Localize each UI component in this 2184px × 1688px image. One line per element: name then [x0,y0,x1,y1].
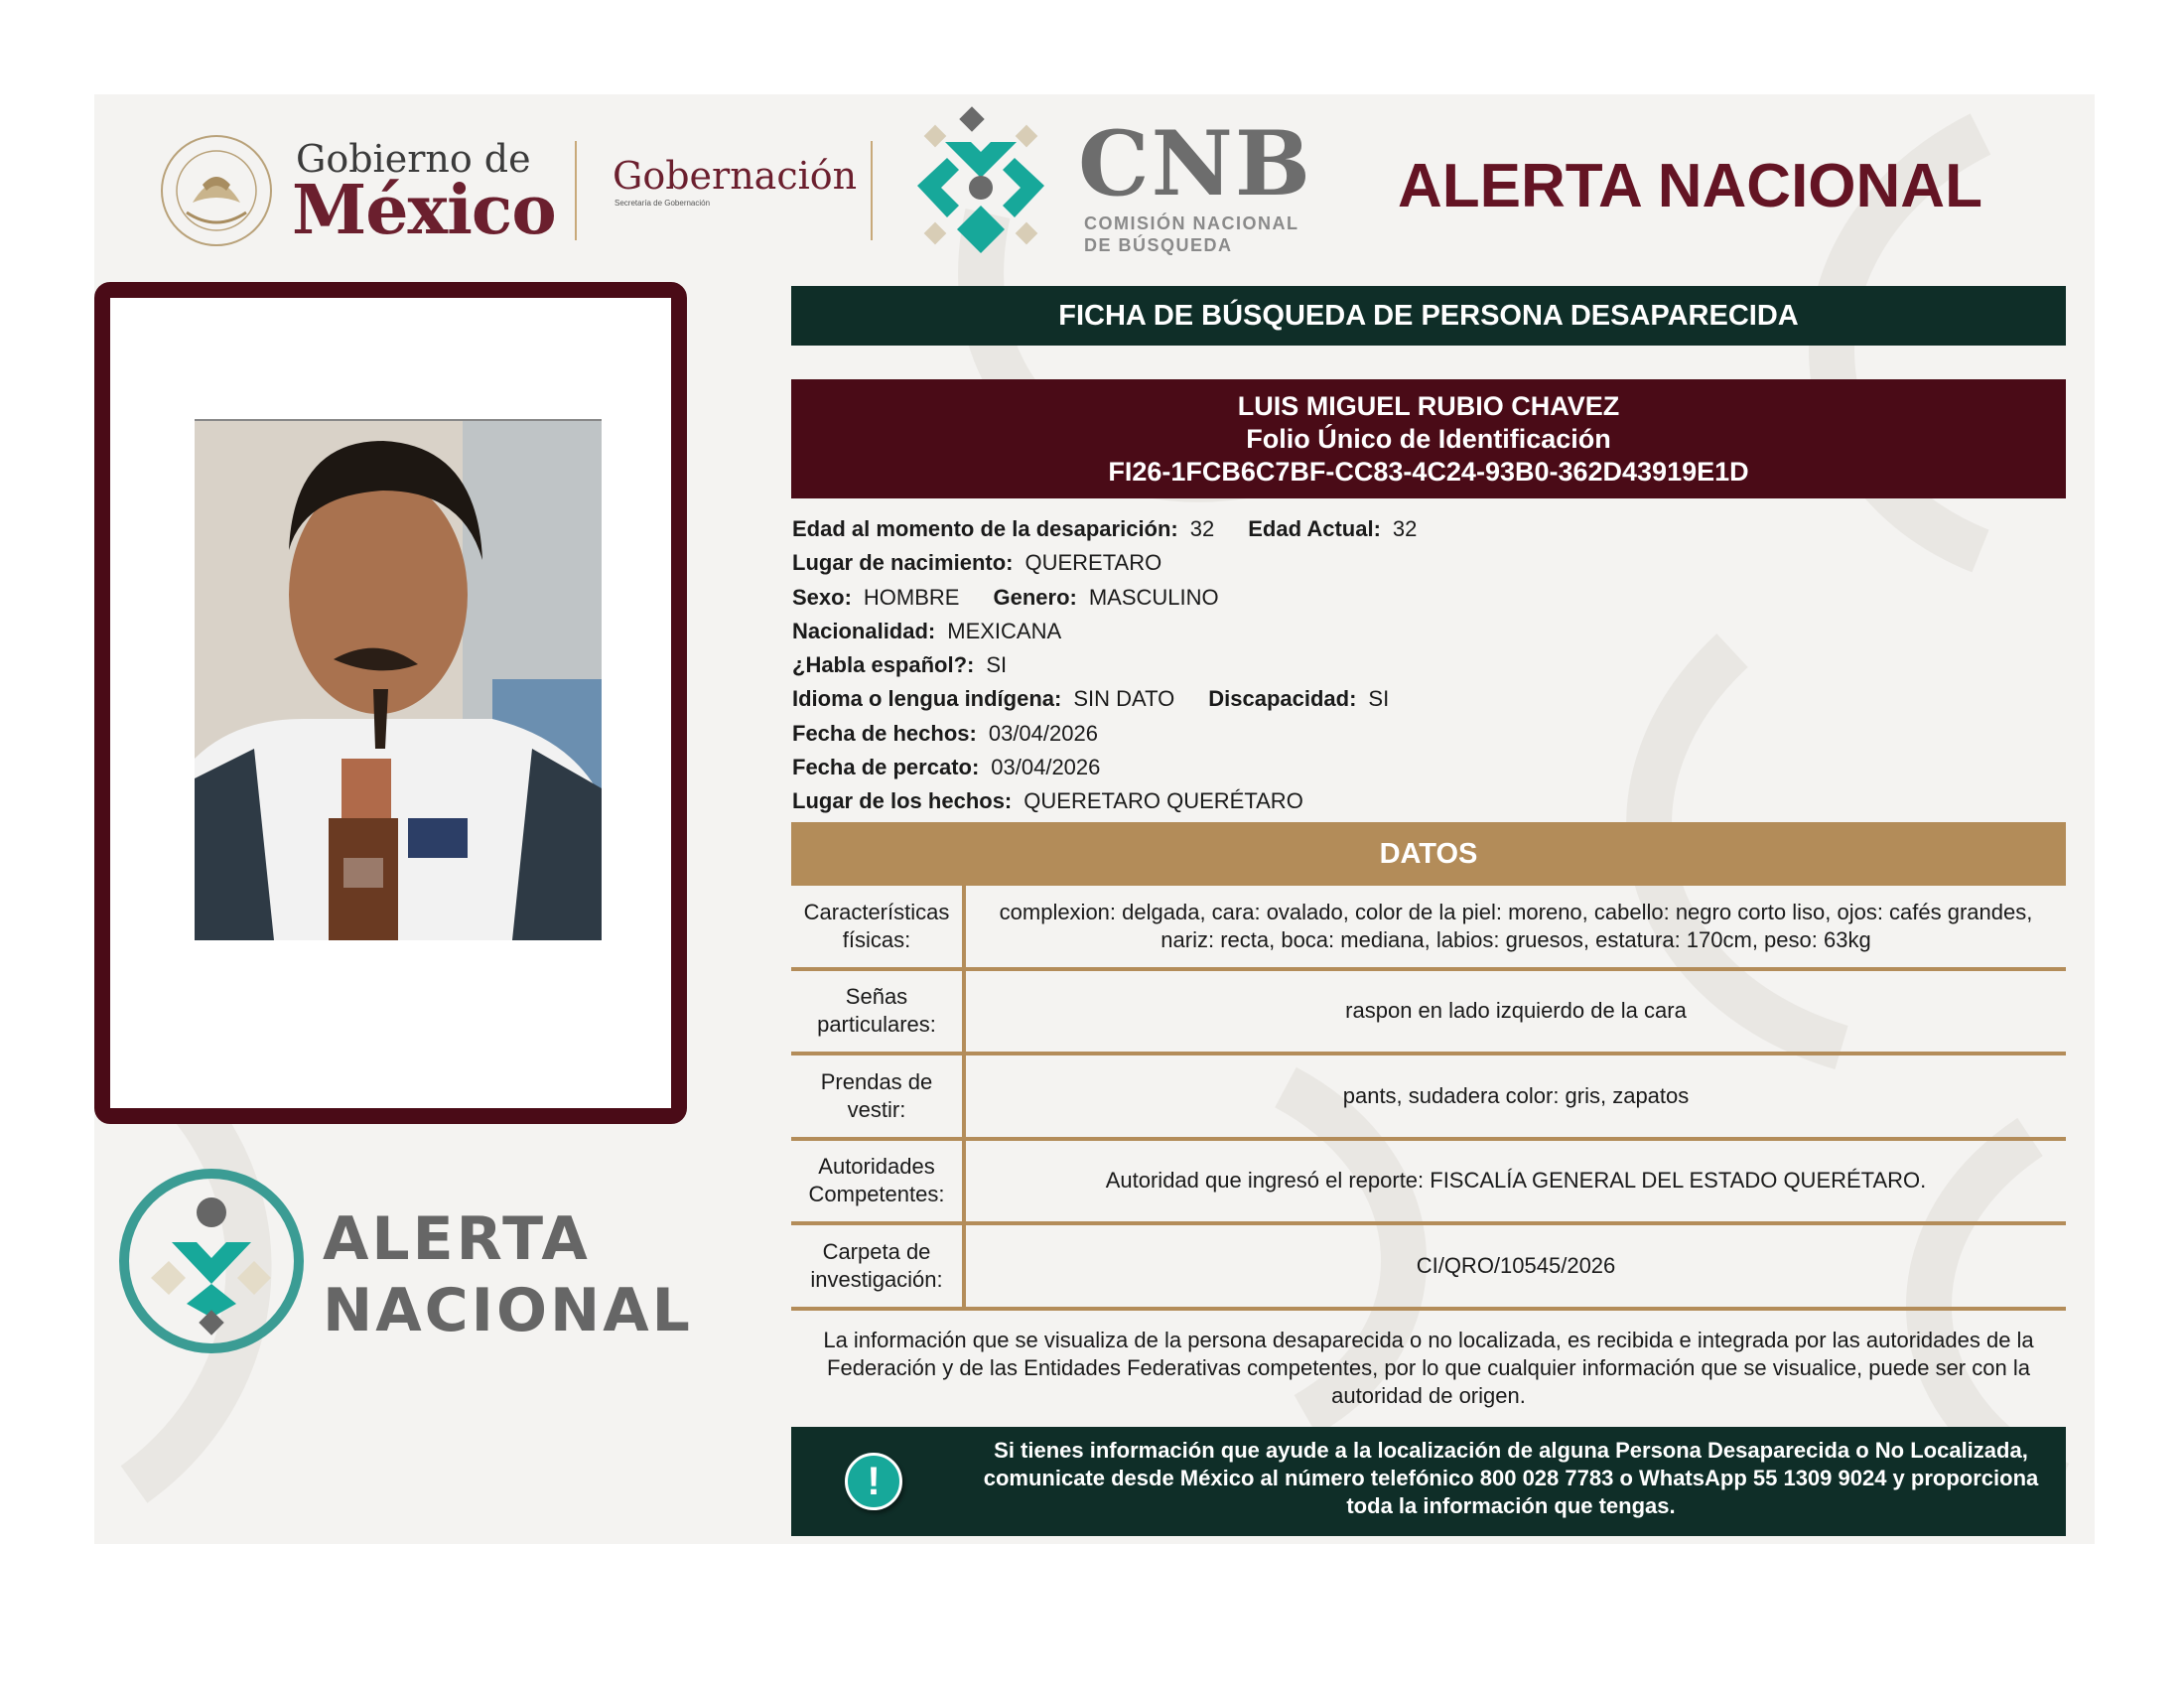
contact-bar [791,1427,2066,1536]
datos-label: Prendas de vestir: [791,1055,966,1137]
gobierno-line2: México [292,171,556,250]
datos-label: Características físicas: [791,886,966,967]
gobernacion-logo-text: Gobernación [613,154,858,198]
gobernacion-subtitle: Secretaría de Gobernación [614,199,711,208]
fecha-percato-value: 03/04/2026 [991,755,1101,780]
info-row-nacionalidad [792,615,2063,648]
folio-number: FI26-1FCB6C7BF-CC83-4C24-93B0-362D43919E1D [1108,456,1749,487]
discapacidad-value: SI [1368,686,1390,712]
table-row [791,971,2066,1056]
edad-actual-value: 32 [1392,516,1418,541]
alerta-logo-line2: NACIONAL [323,1276,693,1345]
contact-text: Si tienes información que ayude a la localización de alguna Persona Desaparecida o No Localizada, comunicate desde México al número telefónico 800 028 7783 o WhatsApp 55 1309 9024 y proporciona toda la información que tengas. [983,1438,2039,1518]
sexo-label: Sexo: [792,584,852,610]
person-photo [195,419,602,940]
gobierno-line1: Gobierno de [296,137,531,181]
ficha-title-bar: FICHA DE BÚSQUEDA DE PERSONA DESAPARECIDA [791,286,2066,346]
person-photo-image [195,421,602,940]
habla-label: ¿Habla español?: [792,652,975,678]
idioma-label: Idioma o lengua indígena: [792,686,1062,712]
datos-label: Autoridades Competentes: [791,1141,966,1222]
person-name-bar [791,379,2066,498]
alerta-nacional-title: ALERTA NACIONAL [1398,152,1982,220]
datos-value: pants, sudadera color: gris, zapatos [1342,1082,1690,1108]
datos-value: raspon en lado izquierdo de la cara [1345,998,1687,1024]
datos-value: complexion: delgada, cara: ovalado, color de la piel: moreno, cabello: negro corto liso, ojos: cafés grandes, nariz: recta, boca: mediana, labios: gruesos, estatura: 170cm, peso: 63kg [999,899,2033,952]
header-divider [871,141,873,240]
info-row-fecha-percato [792,751,2063,784]
info-row-fecha-hechos [792,717,2063,751]
exclamation-icon: ! [845,1453,902,1510]
lugar-nacimiento-value: QUERETARO [1024,550,1162,576]
table-row [791,1141,2066,1226]
edad-desaparicion-label: Edad al momento de la desaparición: [792,516,1178,541]
edad-desaparicion-value: 32 [1189,516,1215,541]
edad-actual-label: Edad Actual: [1248,516,1381,541]
genero-label: Genero: [993,584,1077,610]
genero-value: MASCULINO [1088,584,1219,610]
cnb-subtitle-line1: COMISIÓN NACIONAL [1084,213,1299,233]
datos-value: CI/QRO/10545/2026 [1416,1252,1616,1278]
datos-table [791,886,2066,1311]
person-name: LUIS MIGUEL RUBIO CHAVEZ [1237,390,1620,421]
table-row [791,886,2066,971]
table-row [791,1225,2066,1311]
nacionalidad-value: MEXICANA [947,618,1062,643]
habla-value: SI [986,652,1008,678]
national-seal-icon [157,133,276,248]
alerta-nacional-logo-icon [117,1167,306,1355]
person-info-list [792,512,2063,819]
discapacidad-label: Discapacidad: [1208,686,1357,712]
table-row [791,1055,2066,1141]
alerta-logo-line1: ALERTA [323,1204,591,1274]
lugar-hechos-value: QUERETARO QUERÉTARO [1024,788,1303,814]
lugar-hechos-label: Lugar de los hechos: [792,788,1013,814]
info-row-idioma [792,682,2063,716]
datos-value: Autoridad que ingresó el reporte: FISCALÍA GENERAL DEL ESTADO QUERÉTARO. [1105,1168,1927,1194]
header-divider [575,141,577,240]
cnb-subtitle [1084,212,1299,256]
info-row-habla [792,648,2063,682]
info-row-lugar-nacimiento [792,546,2063,580]
folio-label: Folio Único de Identificación [1246,423,1611,454]
datos-title-bar: DATOS [791,822,2066,886]
lugar-nacimiento-label: Lugar de nacimiento: [792,550,1014,576]
cnb-logo-icon [901,106,1060,265]
datos-label: Señas particulares: [791,971,966,1053]
info-row-sexo [792,581,2063,615]
fecha-hechos-value: 03/04/2026 [988,720,1098,746]
info-row-lugar-hechos [792,784,2063,818]
nacionalidad-label: Nacionalidad: [792,618,936,643]
cnb-wordmark: CNB [1078,111,1312,216]
sexo-value: HOMBRE [863,584,960,610]
info-row-edad [792,512,2063,546]
datos-label: Carpeta de investigación: [791,1225,966,1307]
fecha-percato-label: Fecha de percato: [792,755,980,780]
disclaimer-text: La información que se visualiza de la persona desaparecida o no localizada, es recibida e integrada por las autoridades de la Federación y de las Entidades Federativas competentes, por lo que cualquier información que se visualice, puede ser con la autoridad de origen. [823,1328,2034,1408]
idioma-value: SIN DATO [1073,686,1175,712]
fecha-hechos-label: Fecha de hechos: [792,720,977,746]
gobierno-mexico-logo [157,131,574,250]
cnb-subtitle-line2: DE BÚSQUEDA [1084,235,1233,255]
alerta-nacional-logo-text [323,1203,693,1346]
